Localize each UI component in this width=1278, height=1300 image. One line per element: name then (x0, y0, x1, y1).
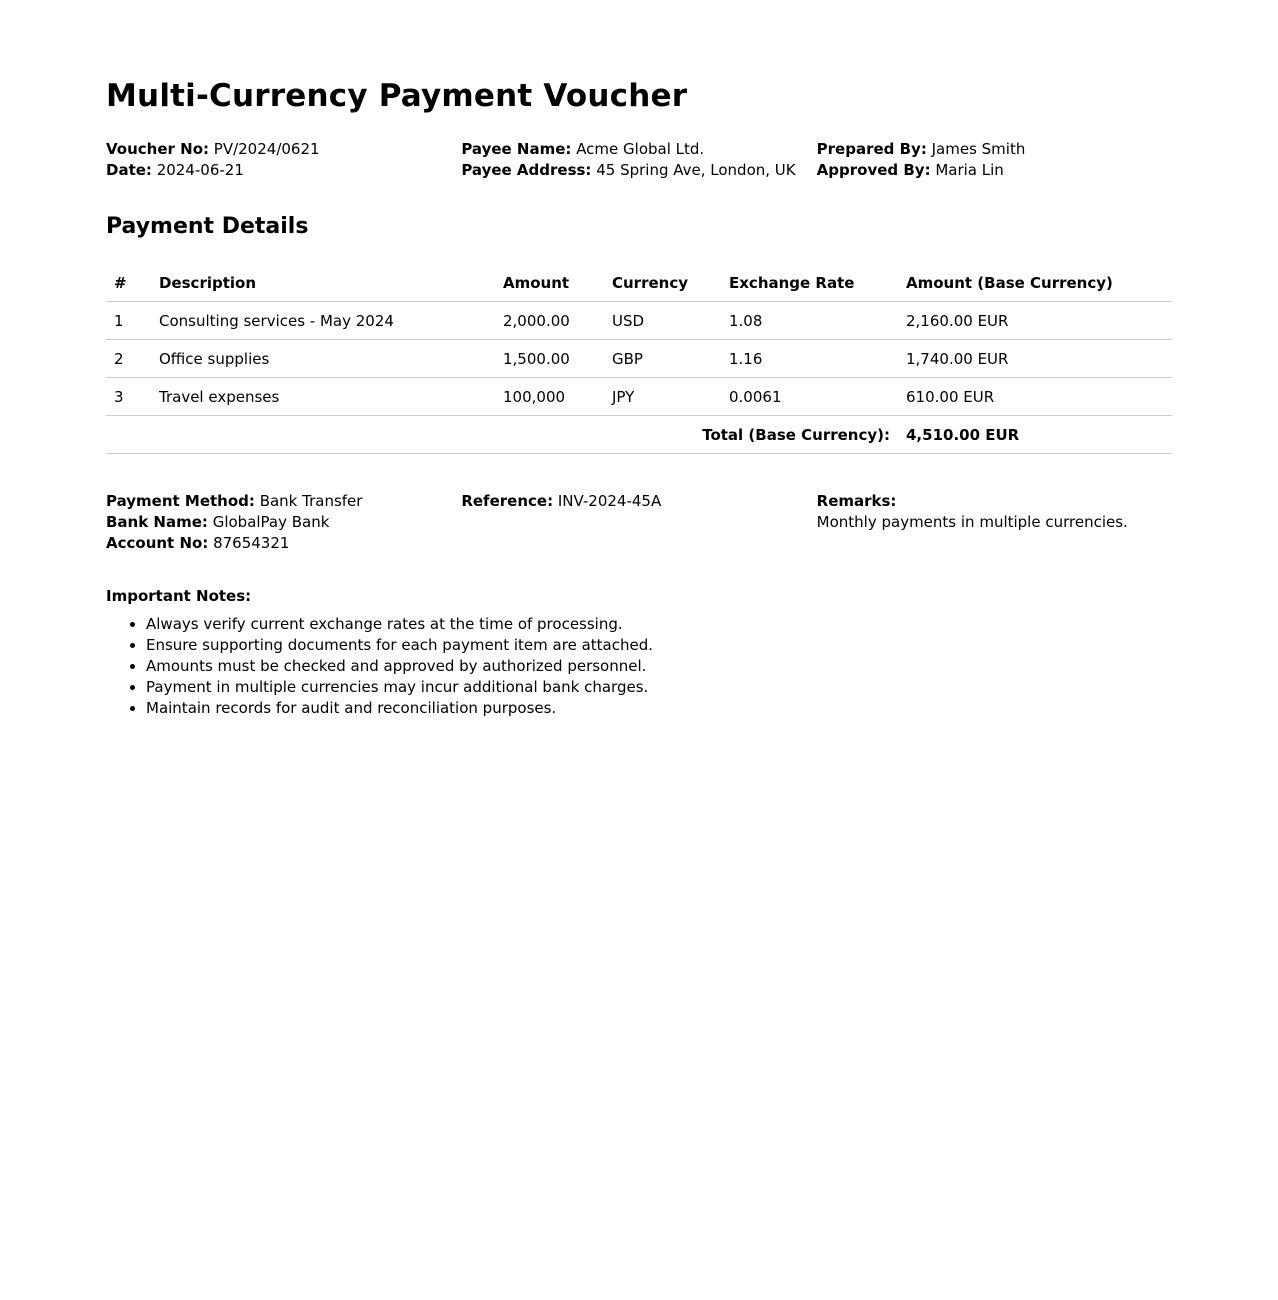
list-item: • Always verify current exchange rates at the time of processing. (146, 614, 1172, 635)
total-row (106, 416, 1172, 454)
remarks-label (817, 491, 1172, 512)
payment-method (106, 491, 461, 512)
bank-name (106, 512, 461, 533)
row-currency: GBP (604, 340, 721, 378)
total-label: Total (Base Currency): (106, 416, 898, 454)
meta-column-payee (461, 139, 816, 181)
meta-column-voucher (106, 139, 461, 181)
list-item: • Amounts must be checked and approved by authorized personnel. (146, 656, 1172, 677)
prepared-by (817, 139, 1172, 160)
reference (461, 491, 816, 512)
row-exchange-rate: 1.16 (721, 340, 898, 378)
payment-bank-column (106, 491, 461, 554)
bank-name-value: GlobalPay Bank (212, 513, 330, 531)
column-header-currency: Currency (604, 264, 721, 302)
voucher-no-label: Voucher No: (106, 140, 209, 158)
payment-method-value: Bank Transfer (259, 492, 363, 510)
prepared-by-value: James Smith (931, 140, 1026, 158)
notes-list (106, 614, 1172, 719)
reference-value: INV-2024-45A (557, 492, 662, 510)
list-item: • Maintain records for audit and reconciliation purposes. (146, 698, 1172, 719)
row-number: 2 (106, 340, 151, 378)
payee-name (461, 139, 816, 160)
row-number: 1 (106, 302, 151, 340)
payment-details-heading: Payment Details (106, 214, 309, 239)
important-notes (106, 586, 1172, 719)
row-base-amount: 2,160.00 EUR (898, 302, 1172, 340)
account-no (106, 533, 461, 554)
payee-address-label: Payee Address: (461, 161, 592, 179)
column-header-description: Description (151, 264, 495, 302)
payment-info (106, 491, 1172, 554)
row-exchange-rate: 0.0061 (721, 378, 898, 416)
account-no-label: Account No: (106, 534, 209, 552)
payee-name-label: Payee Name: (461, 140, 572, 158)
table-row (106, 302, 1172, 340)
row-exchange-rate: 1.08 (721, 302, 898, 340)
row-amount: 100,000 (495, 378, 604, 416)
account-no-value: 87654321 (213, 534, 290, 552)
column-header-number: # (106, 264, 151, 302)
voucher-no-value: PV/2024/0621 (213, 140, 320, 158)
voucher-date-label: Date: (106, 161, 152, 179)
row-description: Office supplies (151, 340, 495, 378)
column-header-base-amount: Amount (Base Currency) (898, 264, 1172, 302)
voucher-meta (106, 139, 1172, 181)
row-description: Consulting services - May 2024 (151, 302, 495, 340)
row-base-amount: 610.00 EUR (898, 378, 1172, 416)
bank-name-label: Bank Name: (106, 513, 208, 531)
table-row (106, 378, 1172, 416)
notes-title: Important Notes: (106, 587, 252, 605)
approved-by (817, 160, 1172, 181)
approved-by-label: Approved By: (816, 161, 931, 179)
voucher-date-value: 2024-06-21 (156, 161, 244, 179)
payee-address-value: 45 Spring Ave, London, UK (596, 161, 796, 179)
total-value: 4,510.00 EUR (898, 416, 1172, 454)
approved-by-value: Maria Lin (935, 161, 1004, 179)
voucher-date (106, 160, 461, 181)
meta-column-approval (817, 139, 1172, 181)
payee-name-value: Acme Global Ltd. (576, 140, 705, 158)
table-header-row (106, 264, 1172, 302)
remarks-label-text: Remarks: (816, 492, 897, 510)
reference-label: Reference: (461, 492, 554, 510)
row-currency: JPY (604, 378, 721, 416)
voucher-no (106, 139, 461, 160)
table-row (106, 340, 1172, 378)
row-amount: 2,000.00 (495, 302, 604, 340)
payment-method-label: Payment Method: (106, 492, 255, 510)
payment-remarks-column (817, 491, 1172, 554)
row-description: Travel expenses (151, 378, 495, 416)
list-item: • Ensure supporting documents for each payment item are attached. (146, 635, 1172, 656)
payment-reference-column (461, 491, 816, 554)
remarks-value: Monthly payments in multiple currencies. (816, 513, 1128, 531)
column-header-amount: Amount (495, 264, 604, 302)
page-title: Multi-Currency Payment Voucher (106, 78, 688, 114)
column-header-exchange-rate: Exchange Rate (721, 264, 898, 302)
row-number: 3 (106, 378, 151, 416)
row-currency: USD (604, 302, 721, 340)
row-amount: 1,500.00 (495, 340, 604, 378)
prepared-by-label: Prepared By: (816, 140, 927, 158)
payee-address (461, 160, 816, 181)
row-base-amount: 1,740.00 EUR (898, 340, 1172, 378)
list-item: • Payment in multiple currencies may incur additional bank charges. (146, 677, 1172, 698)
payment-details-table (106, 264, 1172, 454)
